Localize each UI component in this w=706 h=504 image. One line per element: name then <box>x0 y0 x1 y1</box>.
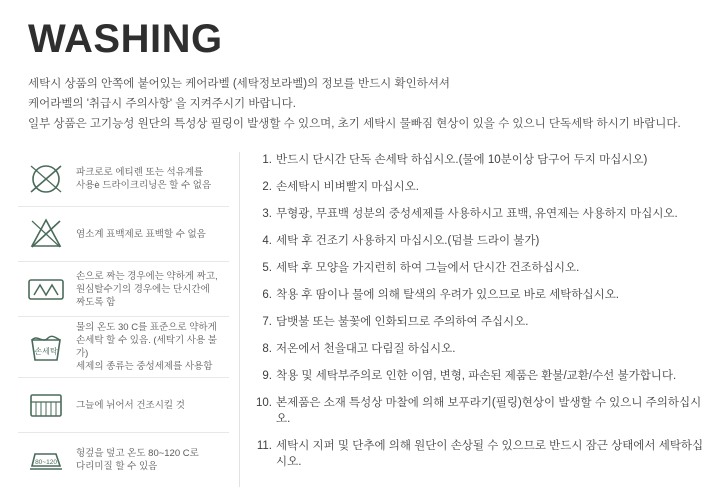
instruction-item <box>254 341 706 357</box>
hand-wash-30c-icon <box>18 324 74 370</box>
instruction-item <box>254 206 706 222</box>
care-symbol-text <box>74 321 229 373</box>
care-symbol-row <box>18 262 229 317</box>
no-chlorine-bleach-icon <box>18 211 74 257</box>
instruction-item <box>254 152 706 168</box>
care-symbol-line: 손세탁 할 수 있음. (세탁기 사용 불가) <box>76 335 217 359</box>
instruction-number: 10. <box>256 397 272 409</box>
instruction-item <box>254 287 706 303</box>
instruction-text: 착용 및 세탁부주의로 인한 이염, 변형, 파손된 제품은 환불/교환/수선 불가합니다. <box>276 370 677 382</box>
svg-text:80~120: 80~120 <box>35 459 57 466</box>
instruction-text: 반드시 단시간 단독 손세탁 하십시오.(물에 10분이상 담구어 두지 마십시오) <box>276 154 648 166</box>
care-symbol-line: 손으로 짜는 경우에는 약하게 짜고, <box>76 270 218 282</box>
instruction-number: 9. <box>262 370 272 382</box>
page-title: WASHING <box>28 17 223 61</box>
intro-line-3: 일부 상품은 고기능성 원단의 특성상 필링이 발생할 수 있으며, 초기 세탁시 물빠짐 현상이 있을 수 있으니 단독세탁 하시기 바랍니다. <box>28 118 681 130</box>
care-symbol-row <box>18 433 229 487</box>
instruction-number: 4. <box>262 235 272 247</box>
instruction-number: 2. <box>262 181 272 193</box>
instruction-item <box>254 314 706 330</box>
intro-paragraph <box>28 74 681 134</box>
instruction-number: 7. <box>262 316 272 328</box>
instruction-item <box>254 395 706 427</box>
instruction-text: 세탁시 지퍼 및 단추에 의해 원단이 손상될 수 있으므로 반드시 잠근 상태에서 세탁하십시오. <box>276 440 704 468</box>
intro-line-1: 세탁시 상품의 안쪽에 붙어있는 케어라벨 (세탁정보라벨)의 정보를 반드시 확인하셔셔 <box>28 78 451 90</box>
instruction-text: 저온에서 천을대고 다림질 하십시오. <box>276 343 456 355</box>
care-symbol-row <box>18 152 229 207</box>
instruction-number: 1. <box>262 154 272 166</box>
care-symbol-text <box>74 270 218 309</box>
instruction-number: 5. <box>262 262 272 274</box>
instruction-text: 무형광, 무표백 성분의 중성세제를 사용하시고 표백, 유연제는 사용하지 마십시오. <box>276 208 678 220</box>
instruction-item <box>254 179 706 195</box>
care-symbol-row <box>18 317 229 378</box>
instruction-number: 3. <box>262 208 272 220</box>
care-symbol-text <box>74 228 206 241</box>
care-symbol-text <box>74 399 185 412</box>
care-symbol-line: 사용è 드라이크리닝은 할 수 없음 <box>76 180 212 191</box>
care-symbol-row <box>18 378 229 433</box>
hand-wring-icon <box>18 266 74 312</box>
instruction-number: 11. <box>256 440 272 452</box>
instruction-item <box>254 260 706 276</box>
svg-text:손세탁: 손세탁 <box>34 347 58 356</box>
iron-80-120c-icon <box>18 437 74 483</box>
instruction-text: 착용 후 땀이나 물에 의해 탈색의 우려가 있으므로 바로 세탁하십시오. <box>276 289 619 301</box>
care-symbol-line: 세제의 종류는 중성세제를 사용함 <box>76 361 213 372</box>
instruction-list <box>240 152 706 487</box>
instruction-number: 8. <box>262 343 272 355</box>
care-symbol-line: 원심탈수기의 경우에는 단시간에 <box>76 283 210 295</box>
care-symbol-line: 염소계 표백제로 표백할 수 없음 <box>76 228 206 240</box>
document-header <box>0 0 706 134</box>
instruction-text: 담뱃불 또는 불꽃에 인화되므로 주의하여 주십시오. <box>276 316 529 328</box>
care-symbol-line: 다리미질 할 수 있음 <box>76 461 158 472</box>
instruction-text: 손세탁시 비벼빨지 마십시오. <box>276 181 419 193</box>
care-symbol-row <box>18 207 229 262</box>
instruction-text: 세탁 후 건조기 사용하지 마십시오.(덤블 드라이 불가) <box>276 235 540 247</box>
dry-in-shade-icon <box>18 382 74 428</box>
instruction-item <box>254 233 706 249</box>
instruction-text: 세탁 후 모양을 가지런히 하여 그늘에서 단시간 건조하십시오. <box>276 262 580 274</box>
instruction-number: 6. <box>262 289 272 301</box>
care-symbol-text <box>74 166 211 192</box>
care-symbol-line: 물의 온도 30 C를 표준으로 약하게 <box>76 322 217 333</box>
instruction-item <box>254 368 706 384</box>
care-symbol-line: 짜도록 함 <box>76 296 116 308</box>
instruction-text: 본제품은 소재 특성상 마찰에 의해 보푸라기(필링)현상이 발생할 수 있으니 주의하십시오. <box>276 397 702 425</box>
care-symbol-line: 그늘에 뉘어서 건조시킬 것 <box>76 399 185 411</box>
care-symbol-list <box>18 152 240 487</box>
care-symbol-line: 파크로로 에티렌 또는 석유계를 <box>76 167 204 178</box>
instruction-item <box>254 438 706 470</box>
no-dry-cleaning-icon <box>18 156 74 202</box>
document-body <box>0 152 706 487</box>
care-symbol-text <box>74 447 199 473</box>
care-symbol-line: 헝겊을 덮고 온도 80~120 C로 <box>76 448 199 459</box>
intro-line-2: 케어라벨의 '취급시 주의사항' 을 지켜주시기 바랍니다. <box>28 98 296 110</box>
